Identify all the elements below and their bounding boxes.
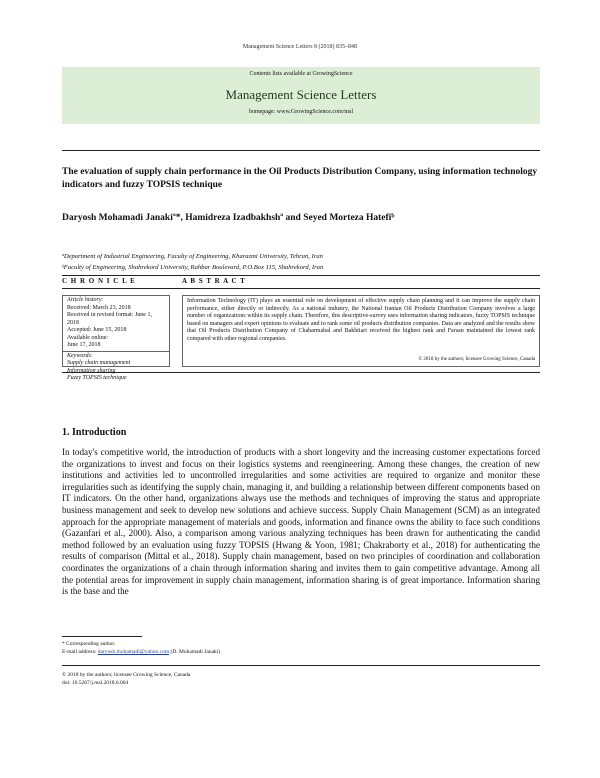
section-heading-introduction: 1. Introduction <box>62 427 127 438</box>
footer-doi[interactable]: doi: 10.5267/j.msl.2018.6.004 <box>62 680 129 686</box>
meta-top-rule <box>62 275 540 276</box>
affiliation-a: ªDepartment of Industrial Engineering, Faculty of Engineering, Kharazmi University, Tehran, Iran <box>62 253 323 260</box>
keyword-item: Information sharing <box>67 367 116 374</box>
history-available-date: June 17, 2018 <box>67 342 101 348</box>
footnote-corresponding: * Corresponding author. <box>62 641 116 647</box>
keyword-item: Supply chain management <box>67 360 131 366</box>
email-owner: (D. Mohamadi Janaki) <box>170 649 221 655</box>
footer-rule <box>62 665 540 666</box>
meta-mid-rule <box>62 288 540 289</box>
keywords-label: Keywords: <box>67 352 93 359</box>
running-head: Management Science Letters 8 (2018) 835–848 <box>242 44 358 50</box>
abstract-copyright: © 2018 by the authors; licensee Growing Science, Canada <box>418 357 535 363</box>
footnote-rule <box>62 636 142 637</box>
meta-bottom-rule <box>62 372 540 373</box>
footer-copyright: © 2018 by the authors; licensee Growing Science, Canada <box>62 672 191 678</box>
email-label: E-mail address: <box>62 649 97 655</box>
journal-homepage[interactable]: homepage: www.GrowingScience.com/msl <box>248 109 354 115</box>
history-label: Article history: <box>67 297 104 303</box>
history-available-label: Available online: <box>67 334 109 341</box>
journal-banner <box>62 67 540 124</box>
keyword-item: Fuzzy TOPSIS technique <box>67 375 127 381</box>
introduction-paragraph: In today's competitive world, the introduction of products with a short longevity and the increasing customer expectations forced the organizations to invest and focus on their logistics systems and reengineering. Among these changes, the creation of new institutions and activities led to uncontrolled irregularities and some activities are required to organize and monitor these irregularities such as identifying the supply chain, managing it, and building a relationship between different components based on IT indicators. On the other hand, organizations always use the methods and techniques of improving the status and appropriate business management and seek to develop new solutions and achieve success. Supply Chain Management (SCM) as an integrated approach for the appropriate management of materials and goods, information and finance owns the ability to face such conditions (Gazanfari et al., 2000). Also, a comparison among various analyzing techniques has been drawn for authenticating the candid method followed by an evaluation using fuzzy TOPSIS (Hwang & Yoon, 1981; Chakraborty et al., 2018) for authenticating the results of comparison (Mittal et al., 2018). Supply chain management, based on two principles of coordination and collaboration coordinates the organizations of a chain through information sharing and invites them to gain competitive advantage. Among all the potential areas for improvement in supply chain management, information sharing is of great importance. Information sharing is the base and the <box>62 447 540 597</box>
article-info-box <box>62 295 170 381</box>
history-received: Received: March 23, 2018 <box>67 304 131 311</box>
journal-contents-line: Contents lists available at GrowingScience <box>249 71 353 77</box>
chronicle-heading: C H R O N I C L E <box>62 277 136 285</box>
journal-title: Management Science Letters <box>225 87 377 102</box>
abstract-text: Information Technology (IT) plays an essential role on development of effective supply chain planning and it can improve the supply chain performance, either directly or indirectly. As a national industry, the National Iranian Oil Products Distribution Company involves a large number of organizations within its supply chain. Therefore, this descriptive-survey uses information sharing indicators, fuzzy TOPSIS technique based on managers and expert opinions to evaluate and to rank some oil products distribution companies. Data are analyzed and the results show that Oil Products Distribution Company of Chaharmahal and Bakhtiari received the highest rank and Farsan maintained the lowest rank compared with other regional companies. <box>187 298 535 342</box>
paper-title: The evaluation of supply chain performance in the Oil Products Distribution Company, using information technology indicators and fuzzy TOPSIS technique <box>62 167 538 190</box>
affiliation-b: ᵇFaculty of Engineering, Shahrekord University, Rahbar Boulevard, P.O.Box 115, Shahrekord, Iran <box>62 264 324 271</box>
introduction-body <box>62 447 540 598</box>
abstract-heading: A B S T R A C T <box>182 277 246 285</box>
email-link[interactable]: daryosh.mohamadi@yahoo.com <box>97 649 170 655</box>
info-divider <box>63 351 169 352</box>
history-accepted: Accepted: June 15, 2018 <box>67 327 127 333</box>
history-revised: Received in revised format: June 1, 2018 <box>67 312 152 326</box>
abstract-box <box>182 295 540 367</box>
author-list: Daryosh Mohamadi Janakiª*, Hamidreza Izadbakhshª and Seyed Morteza Hatefiᵇ <box>62 213 395 223</box>
header-rule <box>62 150 540 151</box>
footnote-email-line <box>62 649 220 655</box>
